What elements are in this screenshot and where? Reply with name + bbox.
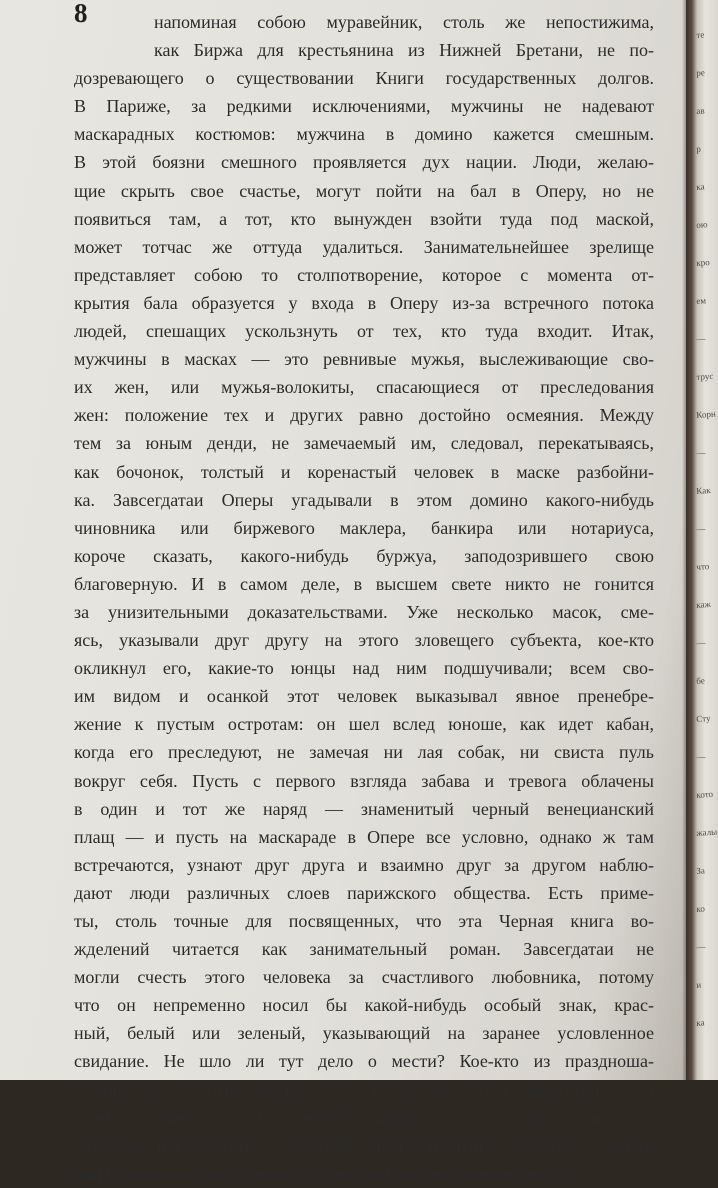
next-page-fragment: трус — [696, 370, 714, 382]
next-page-fragment: — — [696, 941, 706, 952]
text-line: дозревающего о существовании Книги государственных долгов. — [74, 68, 654, 89]
next-page-fragment: кото — [696, 788, 714, 800]
text-line: ка. Завсегдатаи Оперы угадывали в этом домино какого-нибудь — [74, 489, 654, 510]
text-line: ты, столь точные для посвященных, что эта Черная книга во- — [74, 911, 654, 931]
next-page-fragment: Как — [696, 485, 711, 496]
text-line: представляет собою то столпотворение, которое с момента от- — [74, 264, 654, 285]
text-line: ный, белый или зеленый, указывающий на заранее условленное — [74, 1023, 654, 1044]
text-line: плащ — и пусть на маскараде в Опере все условно, однако ж там — [74, 826, 654, 847]
text-line: жение к пустым остротам: он шел вслед юноше, как идет кабан, — [74, 714, 654, 735]
text-line: дой человек возбуждал интерес: чем дальше, тем больше он под- — [74, 1163, 574, 1184]
next-page-fragment: те — [696, 29, 705, 40]
next-page-fragment: ко — [696, 903, 706, 914]
next-page-fragment: кро — [696, 257, 711, 268]
next-page-fragment: р — [696, 143, 702, 154]
text-line: свидание. Не шло ли тут дело о мести? Кое-кто из праздноша- — [74, 1051, 654, 1072]
next-page-fragment: ре — [696, 67, 706, 78]
text-line: благоверную. И в самом деле, в высшем свете никто не гонится — [74, 573, 654, 594]
text-line: напоминая собою муравейник, столь же непостижима, — [154, 12, 654, 32]
text-line: что он непременно носил бы какой-нибудь особый знак, крас- — [74, 995, 654, 1016]
next-page-fragment: — — [696, 447, 706, 458]
text-line: тающихся, заметив маску, что следовала столь неотступно за — [74, 1079, 654, 1100]
text-line: мужчины в масках — это ревнивые мужья, выслеживающие сво- — [74, 349, 654, 370]
body-text — [74, 8, 654, 1188]
text-line: ясь, указывали друг другу на этого зловещего субъекта, кое-кто — [74, 630, 654, 651]
next-page-edge — [686, 0, 718, 1080]
text-line: окликнул его, какие-то юнцы над ним подшучивали; всем сво- — [74, 658, 654, 679]
page-number: 8 — [74, 0, 88, 28]
text-line: крытия бала образуется у входа в Оперу из-за встречного потока — [74, 292, 654, 313]
next-page-fragment: ка — [696, 1017, 705, 1028]
next-page-fragment: За — [696, 865, 706, 876]
text-line: могли счесть этого человека за счастливого любовника, потому — [74, 967, 654, 988]
next-page-fragment: — — [696, 751, 706, 762]
text-line: жделений читается как занимательный роман. Завсегдатаи не — [74, 939, 654, 960]
text-line: появиться там, а тот, кто вынужден взойти туда под маской, — [74, 208, 654, 229]
next-page-fragment: — — [696, 523, 706, 534]
text-line: чиновника или биржевого маклера, банкира или нотариуса, — [74, 517, 654, 538]
next-page-fragment: каж — [696, 598, 712, 610]
text-line: их жен, или мужья-волокиты, спасающиеся от преследования — [74, 377, 654, 398]
text-line: маскарадных костюмов: мужчина в домино кажется смешным. — [74, 124, 654, 145]
text-line: котором наслаждение оставило свой дивный отпечаток. Моло- — [74, 1135, 654, 1156]
text-line: в один и тот же наряд — знаменитый черный венецианский — [74, 798, 654, 819]
text-line: вокруг себя. Пусть с первого взгляда забава и тревога облачены — [74, 770, 654, 791]
next-page-fragment: Корн — [696, 408, 717, 420]
text-line: за унизительными доказательствами. Уже несколько масок, сме- — [74, 601, 654, 622]
text-line: короче сказать, какого-нибудь буржуа, заподозрившего свою — [74, 545, 654, 566]
text-line: как Биржа для крестьянина из Нижней Бретани, не по- — [154, 40, 654, 61]
next-page-fragment: Сту — [696, 713, 711, 724]
text-line: когда его преследуют, не замечая ни лая собак, ни свиста пуль — [74, 742, 654, 763]
text-line: им видом и осанкой этот человек выказывал явное пренебре- — [74, 686, 654, 707]
next-page-fragment: — — [696, 333, 706, 344]
text-line: В этой боязни смешного проявляется дух нации. Люди, желаю- — [74, 152, 654, 173]
next-page-fragment: ав — [696, 105, 705, 116]
next-page-fragment: бе — [696, 675, 706, 686]
next-page-fragment: что — [696, 561, 710, 572]
next-page-fragment: и — [696, 979, 702, 990]
text-line: людей, спешащих ускользнуть от тех, кто туда входит. Итак, — [74, 321, 654, 342]
next-page-fragment: жалы — [696, 826, 718, 838]
next-page-fragment: ка — [696, 181, 705, 192]
text-line: этим баловнем счастья, снова вглядывался в красивое лицо, на — [74, 1107, 654, 1128]
text-line: щие скрыть свое счастье, могут пойти на бал в Оперу, но не — [74, 180, 654, 201]
next-page-fragment: ою — [696, 219, 708, 230]
next-page-fragment: — — [696, 637, 706, 648]
next-page-fragment: ем — [696, 295, 707, 306]
text-line: встречаются, узнают друг друга и взаимно друг за другом наблю- — [74, 854, 654, 875]
text-line: жен: положение тех и других равно достойно осмеяния. Между — [74, 405, 654, 426]
text-line: тем за юным денди, не замечаемый им, следовал, перекатываясь, — [74, 433, 654, 454]
text-line: может тотчас же оттуда удалиться. Занимательнейшее зрелище — [74, 236, 654, 257]
text-line: дают люди различных слоев парижского общества. Есть приме- — [74, 882, 654, 903]
text-line: как бочонок, толстый и коренастый человек в маске разбойни- — [74, 461, 654, 482]
text-line: В Париже, за редкими исключениями, мужчины не надевают — [74, 96, 654, 117]
